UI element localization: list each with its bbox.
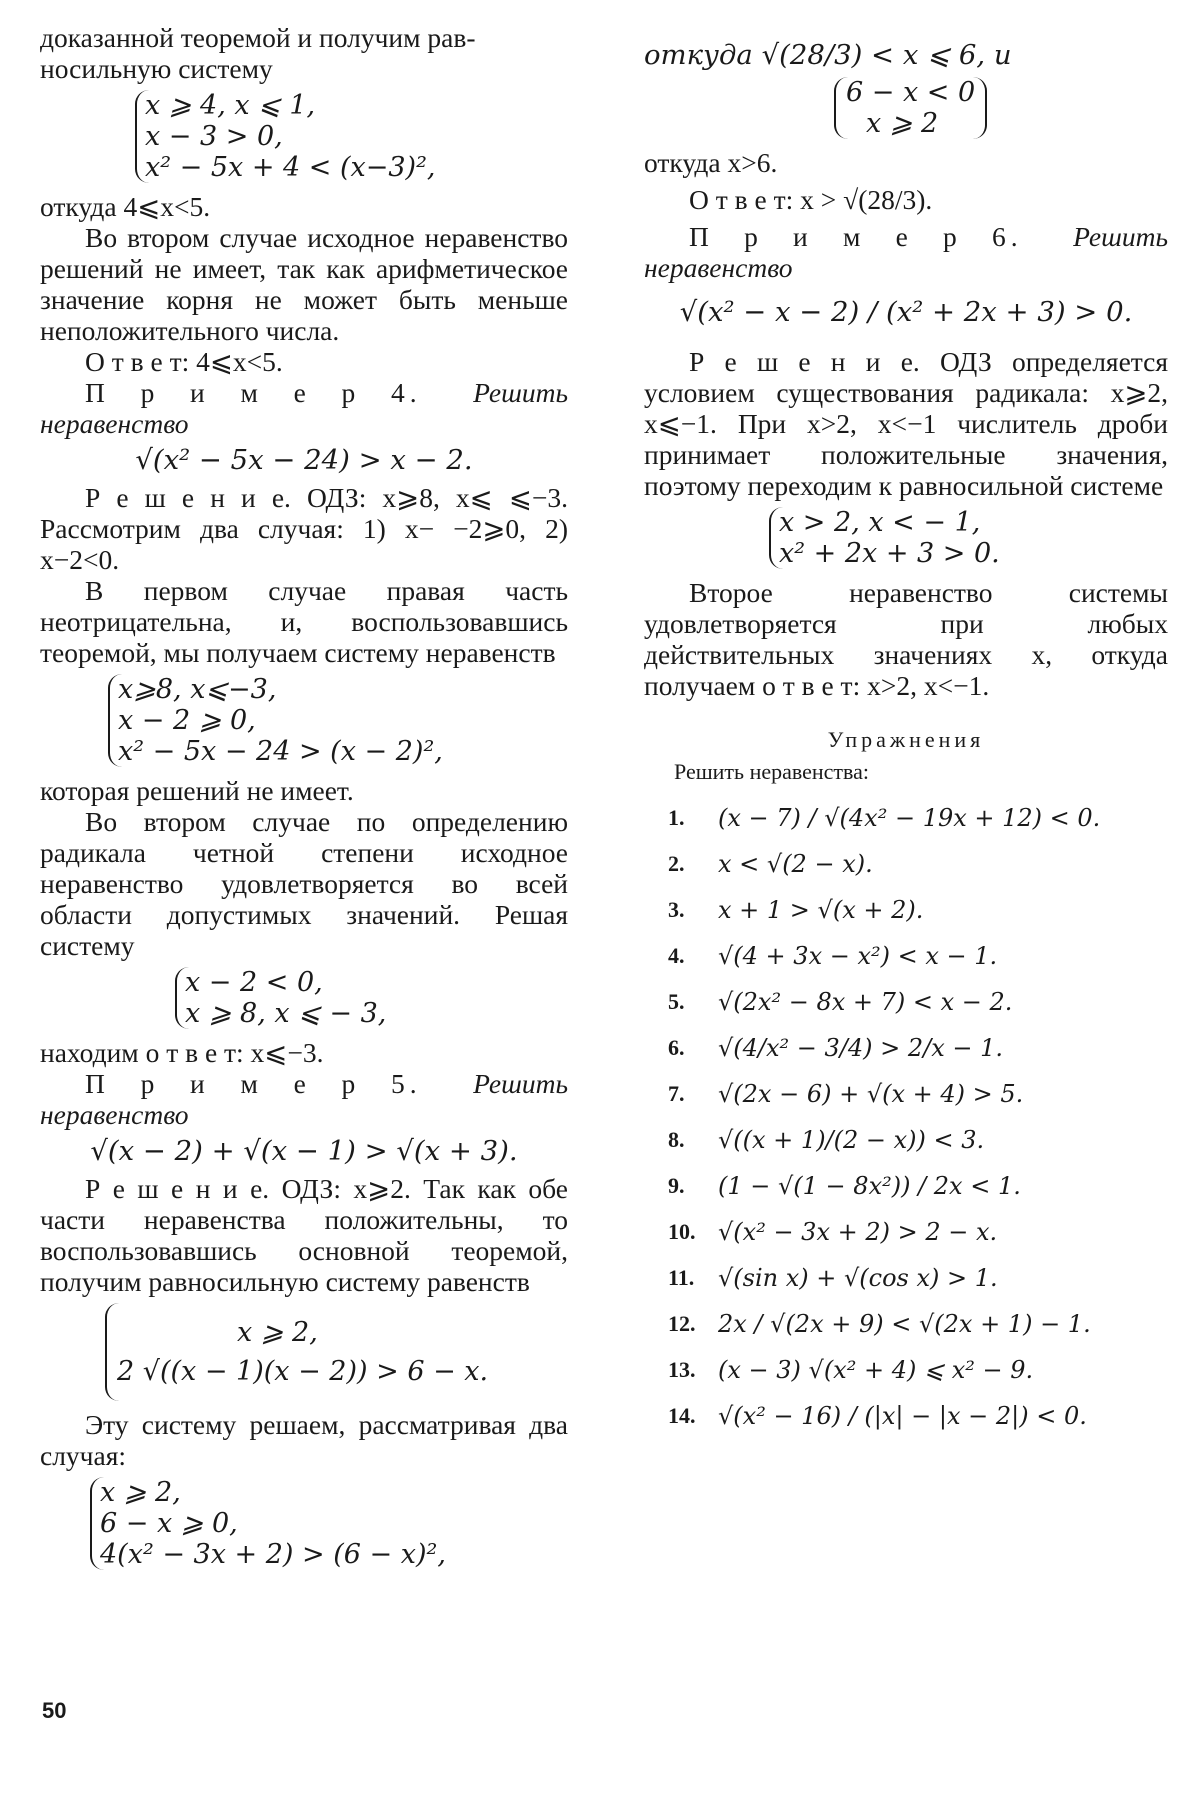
- example-task: Решить неравенство: [644, 221, 1169, 283]
- example-label: П р и м е р 4.: [85, 377, 422, 408]
- exercise-number: 2.: [668, 851, 685, 876]
- exercise-formula: (1 − √(1 − 8x²)) / 2x < 1.: [718, 1172, 1021, 1200]
- example-label: П р и м е р 5.: [85, 1068, 422, 1099]
- example-task: Решить неравенство: [40, 377, 569, 439]
- example-task: Решить неравенство: [40, 1068, 569, 1130]
- system-line: 6 − x ⩾ 0,: [100, 1508, 238, 1539]
- exercise-number: 10.: [668, 1219, 696, 1244]
- text-line: доказанной теоремой и получим рав-: [40, 22, 476, 53]
- system-line: x² + 2x + 3 > 0.: [779, 538, 1000, 569]
- system-line: x² − 5x − 24 > (x − 2)²,: [118, 736, 443, 767]
- equation-system: [105, 1303, 498, 1401]
- equation-system: [769, 507, 1000, 569]
- exercise-formula: √(sin x) + √(cos x) > 1.: [718, 1264, 998, 1292]
- system-line: x − 2 < 0,: [185, 967, 323, 998]
- exercise-number: 6.: [668, 1035, 685, 1060]
- exercise-item: [668, 1263, 1168, 1293]
- exercise-number: 12.: [668, 1311, 696, 1336]
- exercise-list: [644, 803, 1168, 1431]
- equation-system: [108, 674, 443, 767]
- text-line: откуда 4⩽x<5.: [40, 191, 211, 222]
- exercise-number: 5.: [668, 989, 685, 1014]
- system-line: 2 √((x − 1)(x − 2)) > 6 − x.: [117, 1356, 489, 1387]
- system-block: [644, 501, 1168, 577]
- exercise-item: [668, 1033, 1168, 1063]
- example-label: П р и м е р 6.: [689, 221, 1023, 252]
- text-line: откуда x>6.: [644, 147, 778, 178]
- exercise-number: 13.: [668, 1357, 696, 1382]
- system-line: x ⩾ 2: [866, 108, 939, 139]
- exercise-item: [668, 1171, 1168, 1201]
- system-line: x ⩾ 2,: [100, 1477, 181, 1508]
- answer: О т в е т: x > √(28/3).: [689, 184, 933, 215]
- exercise-formula: √(4/x² − 3/4) > 2/x − 1.: [718, 1034, 1004, 1062]
- exercise-formula: x + 1 > √(x + 2).: [718, 896, 924, 924]
- exercise-number: 4.: [668, 943, 685, 968]
- system-line: 6 − x < 0: [846, 77, 976, 108]
- exercises-subtitle: Решить неравенства:: [674, 759, 870, 784]
- system-line: x − 3 > 0,: [145, 121, 283, 152]
- exercise-formula: √(x² − 3x + 2) > 2 − x.: [718, 1218, 998, 1246]
- solution-paragraph: Р е ш е н и е. ОДЗ: x⩾2. Так как обе части неравенства положительны, то воспользовавшись основной теоремой, получим равносильную систему равенств: [40, 1173, 568, 1297]
- example-heading: [40, 377, 568, 439]
- answer: О т в е т: 4⩽x<5.: [85, 346, 283, 377]
- system-line: x ⩾ 2,: [237, 1317, 318, 1348]
- exercise-number: 3.: [668, 897, 685, 922]
- equation-system: [834, 77, 987, 139]
- exercise-number: 1.: [668, 805, 685, 830]
- text-line: носильную систему: [40, 53, 273, 84]
- system-block: [40, 961, 568, 1037]
- text-line: откуда √(28/3) < x ⩽ 6, и: [644, 39, 1012, 71]
- example-heading: [40, 1068, 568, 1130]
- exercise-number: 11.: [668, 1265, 695, 1290]
- paragraph: Эту систему решаем, рассматривая два случая:: [40, 1409, 568, 1471]
- paragraph: Второе неравенство системы удовлетворяется при любых действительных значениях x, откуда получаем о т в е т: x>2, x<−1.: [644, 577, 1168, 701]
- text-line: которая решений не имеет.: [40, 775, 354, 806]
- answer: находим о т в е т: x⩽−3.: [40, 1037, 324, 1068]
- exercise-item: [668, 987, 1168, 1017]
- exercise-formula: (x − 3) √(x² + 4) ⩽ x² − 9.: [718, 1356, 1034, 1384]
- system-line: x² − 5x + 4 < (x−3)²,: [145, 152, 436, 183]
- system-block: [40, 84, 568, 191]
- system-block: [644, 71, 1168, 147]
- solution-paragraph: Р е ш е н и е. ОДЗ определяется условием существования радикала: x⩾2, x⩽−1. При x>2, x<−1 числитель дроби принимает положительные значения, поэтому переходим к равносильной системе: [644, 346, 1168, 501]
- solution-paragraph: Р е ш е н и е. ОДЗ: x⩾8, x⩽ ⩽−3. Рассмотрим два случая: 1) x− −2⩾0, 2) x−2<0.: [40, 482, 568, 575]
- left-column: [40, 22, 568, 1578]
- exercise-item: [668, 941, 1168, 971]
- exercise-item: [668, 1355, 1168, 1385]
- exercise-item: [668, 803, 1168, 833]
- page-number: 50: [42, 1698, 67, 1723]
- exercise-item: [668, 1125, 1168, 1155]
- system-line: x > 2, x < − 1,: [779, 507, 981, 538]
- system-line: 4(x² − 3x + 2) > (6 − x)²,: [100, 1539, 446, 1570]
- exercise-formula: √(x² − 16) / (|x| − |x − 2|) < 0.: [718, 1402, 1087, 1430]
- formula: √(x² − x − 2) / (x² + 2x + 3) > 0.: [679, 296, 1133, 328]
- exercise-number: 9.: [668, 1173, 685, 1198]
- exercise-item: [668, 1401, 1168, 1431]
- exercise-number: 14.: [668, 1403, 696, 1428]
- paragraph: В первом случае правая часть неотрицательна, и, воспользовавшись теоремой, мы получаем систему неравенств: [40, 575, 568, 668]
- exercises-title: Упражнения: [827, 727, 985, 752]
- system-line: x⩾8, x⩽−3,: [118, 674, 277, 705]
- system-block: [40, 1297, 568, 1409]
- system-line: x ⩾ 4, x ⩽ 1,: [145, 90, 316, 121]
- exercise-item: [668, 895, 1168, 925]
- formula: √(x − 2) + √(x − 1) > √(x + 3).: [90, 1135, 518, 1167]
- equation-system: [135, 90, 436, 183]
- exercise-number: 8.: [668, 1127, 685, 1152]
- equation-system: [90, 1477, 446, 1570]
- exercise-formula: 2x / √(2x + 9) < √(2x + 1) − 1.: [718, 1310, 1091, 1338]
- exercise-formula: √((x + 1)/(2 − x)) < 3.: [718, 1126, 985, 1154]
- equation-system: [175, 967, 386, 1029]
- system-block: [40, 1471, 568, 1578]
- exercise-item: [668, 1217, 1168, 1247]
- system-line: x ⩾ 8, x ⩽ − 3,: [185, 998, 387, 1029]
- exercise-item: [668, 849, 1168, 879]
- exercise-number: 7.: [668, 1081, 685, 1106]
- exercise-formula: √(2x² − 8x + 7) < x − 2.: [718, 988, 1013, 1016]
- right-column: [644, 22, 1168, 1447]
- paragraph: Во втором случае по определению радикала четной степени исходное неравенство удовлетворяется во всей области допустимых значений. Решая систему: [40, 806, 568, 961]
- exercise-formula: (x − 7) / √(4x² − 19x + 12) < 0.: [718, 804, 1101, 832]
- system-block: [40, 668, 568, 775]
- exercise-item: [668, 1309, 1168, 1339]
- formula: √(x² − 5x − 24) > x − 2.: [135, 444, 473, 476]
- system-line: x − 2 ⩾ 0,: [118, 705, 256, 736]
- exercise-formula: √(4 + 3x − x²) < x − 1.: [718, 942, 998, 970]
- exercise-item: [668, 1079, 1168, 1109]
- example-heading: [644, 221, 1168, 283]
- exercise-formula: √(2x − 6) + √(x + 4) > 5.: [718, 1080, 1024, 1108]
- exercise-formula: x < √(2 − x).: [718, 850, 873, 878]
- paragraph: Во втором случае исходное неравенство решений не имеет, так как арифметическое значение корня не может быть меньше неположительного числа.: [40, 222, 568, 346]
